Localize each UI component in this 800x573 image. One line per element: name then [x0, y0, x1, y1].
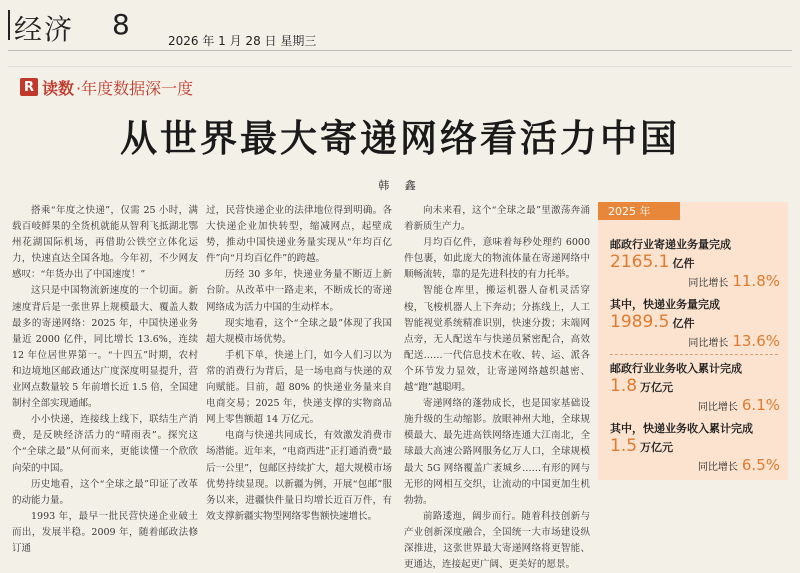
growth-value: 13.6% — [732, 332, 780, 350]
sidebar-year: 2025 年 — [598, 202, 680, 220]
stat-item — [610, 360, 780, 414]
stat-label: 其中，快递业务量完成 — [610, 298, 720, 311]
paragraph: 这只是中国物流新速度的一个切面。新速度背后是一张世界上规模最大、覆盖人数最多的寄递网络：2025 年，中国快递业务量近 2000 亿件，同比增长 13.6%，连续 12 年位居世界第一。“十四五”时期，农村和边境地区邮政通达广度深度明显提升，营业网点数量较 5 年前增长近 1.5 倍，全国建制村全部实现通邮。 — [12, 285, 198, 410]
stat-label: 其中，快递业务收入累计完成 — [610, 422, 753, 435]
section-title: 经济 — [14, 13, 75, 46]
stat-value — [610, 376, 780, 396]
stat-item — [610, 420, 780, 474]
growth-label: 同比增长 — [688, 338, 729, 349]
stat-value — [610, 252, 780, 272]
stat-item — [610, 236, 780, 290]
issue-date: 2026 年 1 月 28 日 星期三 — [168, 34, 317, 48]
stat-number: 1.8 — [610, 376, 638, 396]
kicker — [20, 76, 193, 98]
paragraph: 小小快递，连接线上线下，联结生产消费，是反映经济活力的“晴雨表”。探究这个“全球之最”从何而来，更能读懂一个欣欣向荣的中国。 — [12, 414, 198, 474]
paragraph: 历史地看，这个“全球之最”印证了改革的动能力量。 — [12, 478, 198, 506]
paragraph: 智能仓库里，搬运机器人奋机灵活穿梭，飞梭机器人上下奔动；分拣线上，人工智能视觉系统精准识别，快速分拨；末端网点旁，无人配送车与快递员紧密配合，高效配送……一代信息技术在收、转、运、派各个环节发力显效，让寄递网络越织越密、越“跑”越聪明。 — [404, 285, 590, 394]
sidebar-divider — [610, 354, 778, 355]
kicker-badge: R — [20, 78, 38, 96]
paragraph: 电商与快递共同成长，有效激发消费市场潜能。近年来，“电商西进”正打通消费“最后一公里”，包邮区持续扩大，超大规模市场优势持续显现。以新疆为例，开展“包邮”服务以来，进疆快件量日均增长近百万件，有效支撑新疆实物型网络零售额快速增长。 — [206, 430, 392, 522]
stat-number: 2165.1 — [610, 252, 670, 272]
paragraph: 历经 30 多年，快递业务量不断迈上新台阶。从改革中一路走来，不断成长的寄递网络成为活力中国的生动样本。 — [206, 269, 392, 313]
byline: 韩 鑫 — [378, 179, 422, 192]
stat-growth — [610, 396, 780, 414]
article-column-2 — [206, 203, 392, 522]
growth-value: 6.1% — [741, 396, 780, 414]
article-column-1 — [12, 203, 198, 554]
growth-value: 11.8% — [732, 272, 780, 290]
paragraph: 现实地看，这个“全球之最”体现了我国超大规模市场优势。 — [206, 317, 392, 345]
stat-value — [610, 312, 780, 332]
stat-unit: 亿件 — [672, 257, 695, 270]
paragraph: 1993 年，最早一批民营快递企业破土而出，发展半稳。2009 年，随着邮政法修订通 — [12, 510, 198, 554]
paragraph: 搭乘“年度之快递”，仅需 25 小时，满载百岐鲜果的全货机就能从智利飞抵湖北鄂州花湖国际机场，再借助公铁空立体化运力，快速直达全国各地。今年初，不少网友感叹：“年货办出了中国速度！” — [12, 205, 198, 281]
kicker-label: 读数 — [42, 78, 75, 98]
stat-label: 邮政行业业务收入累计完成 — [610, 362, 742, 375]
stat-label: 邮政行业寄递业务量完成 — [610, 238, 731, 251]
stat-growth — [610, 272, 780, 290]
header-divider — [8, 50, 792, 51]
stat-number: 1989.5 — [610, 312, 670, 332]
article-column-3 — [404, 203, 590, 571]
stats-sidebar — [598, 202, 788, 480]
paragraph: 寄递网络的蓬勃成长，也是国家基础设施升级的生动缩影。放眼神州大地，全球规模最大、最先进高铁网络连通大江南北，全球最大高速公路网服务亿万人口，全球规模最大 5G 网络覆盖广袤城乡……有形的网与无形的网相互交织，让流动的中国更加生机勃勃。 — [404, 398, 590, 506]
stat-growth — [610, 332, 780, 350]
paragraph: 过，民营快递企业的法律地位得到明确。各大快递企业加快转型，缩减网点，起壁成势，推动中国快递业务量实现从“年均百亿件”向“月均百亿件”的跨越。 — [206, 205, 392, 265]
growth-value: 6.5% — [741, 456, 780, 474]
page-header — [0, 0, 800, 52]
stat-growth — [610, 456, 780, 474]
stat-item — [610, 296, 780, 350]
paragraph: 前路逶迤，阔步而行。随着科技创新与产业创新深度融合，全国统一大市场建设纵深推进，这张世界最大寄递网络将更智能、更通达，连接起更广阔、更美好的愿景。 — [404, 510, 590, 571]
kicker-sub: ·年度数据深一度 — [76, 78, 194, 98]
growth-label: 同比增长 — [688, 278, 729, 289]
paragraph: 月均百亿件，意味着每秒处理约 6000 件包裹，如此庞大的物流体量在寄递网络中顺畅流转，靠的是先进科技的有力托举。 — [404, 237, 590, 281]
stat-value — [610, 436, 780, 456]
stat-number: 1.5 — [610, 436, 638, 456]
section-bar — [8, 10, 10, 40]
stat-unit: 万亿元 — [640, 441, 674, 454]
header-divider-2 — [8, 66, 792, 67]
stat-unit: 亿件 — [672, 317, 695, 330]
growth-label: 同比增长 — [697, 462, 738, 473]
paragraph: 手机下单，快递上门，如今人们习以为常的消费行为背后，是一场电商与快递的双向赋能。目前，超 80% 的快递业务量来自电商交易；2025 年，快递支撑的实物商品网上零售额超 14 万亿元。 — [206, 349, 392, 426]
headline: 从世界最大寄递网络看活力中国 — [120, 117, 680, 160]
growth-label: 同比增长 — [697, 402, 738, 413]
stat-unit: 万亿元 — [640, 381, 674, 394]
page-number: 8 — [112, 8, 130, 41]
paragraph: 向未来看，这个“全球之最”里激荡奔涌着新质生产力。 — [404, 205, 590, 233]
